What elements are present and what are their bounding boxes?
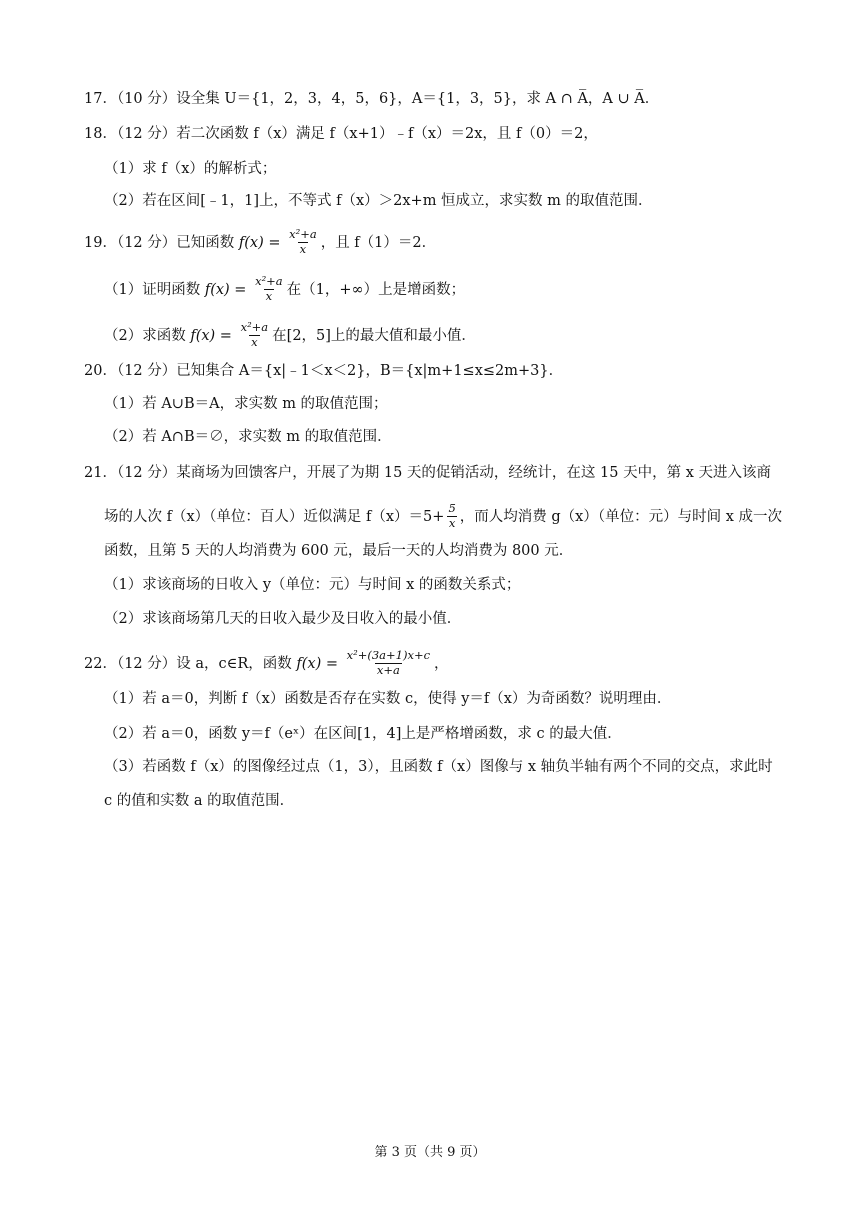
q19-part1-tail: 在（1，+∞）上是增函数； [286, 282, 466, 298]
q22-frac-num: x²+(3a+1)x+c [346, 648, 431, 662]
q19-part2 [104, 320, 476, 349]
q22-part3a: （3）若函数 f（x）的图像经过点（1，3），且函数 f（x）图像与 x 轴负半轴有两个不同的交点，求此时 [104, 759, 773, 775]
q19-line [84, 227, 437, 256]
q20-text: 已知集合 A＝{x|﹣1＜x＜2}，B＝{x|m+1≤x≤2m+3}． [176, 363, 564, 379]
q21-text1: 某商场为回馈客户，开展了为期 15 天的促销活动，经统计，在这 15 天中，第 x 天进入该商 [176, 465, 771, 481]
q17-text: 设全集 U＝{1，2，3，4，5，6}，A＝{1，3，5}，求 A ∩ A̅，A ∪ A̅． [176, 91, 660, 107]
q19-fx: f(x) = [238, 235, 286, 251]
q22-lead: 设 a，c∈R，函数 [176, 656, 297, 672]
q21-line2 [104, 501, 782, 530]
q22-fx: f(x) = [296, 656, 343, 672]
q21-frac-num: 5 [448, 501, 456, 515]
q20-number: 20．（12 分） [84, 363, 177, 379]
q19-part2-tail: 在[2，5]上的最大值和最小值． [272, 328, 476, 344]
q19-tail: ，且 f（1）＝2． [320, 235, 437, 251]
q21-line1 [84, 466, 771, 481]
q21-line3: 函数，且第 5 天的人均消费为 600 元，最后一天的人均消费为 800 元． [104, 543, 574, 559]
q21-fraction [446, 503, 457, 529]
q21-line2-lead: 场的人次 f（x）（单位：百人）近似满足 f（x）＝5+ [104, 509, 445, 525]
q20-part1: （1）若 A∪B＝A，求实数 m 的取值范围； [104, 396, 388, 412]
q19-part1 [104, 274, 466, 303]
q19-part2-lead: （2）求函数 [104, 328, 191, 344]
q19-part1-fx: f(x) = [204, 282, 252, 298]
page-footer: 第 3 页（共 9 页） [374, 1145, 486, 1160]
q22-part2: （2）若 a＝0，函数 y＝f（eˣ）在区间[1，4]上是严格增函数，求 c 的最大值． [104, 726, 622, 742]
q19-part2-fx: f(x) = [190, 328, 237, 344]
q22-number: 22．（12 分） [84, 656, 177, 672]
q19-number: 19．（12 分） [84, 235, 177, 251]
q19-part1-lead: （1）证明函数 [104, 282, 205, 298]
q21-part1: （1）求该商场的日收入 y（单位：元）与时间 x 的函数关系式； [104, 577, 521, 593]
q21-line2-tail: ，而人均消费 g（x）（单位：元）与时间 x 成一次 [459, 509, 782, 525]
q19-part1-frac-den: x [265, 288, 273, 303]
q19-part1-fraction [253, 276, 285, 302]
q18-part2: （2）若在区间[﹣1，1]上，不等式 f（x）＞2x+m 恒成立，求实数 m 的取值范围． [104, 193, 653, 209]
q22-part3b: c 的值和实数 a 的取值范围． [104, 793, 295, 809]
q20-line [84, 364, 563, 379]
q22-line [84, 648, 449, 677]
q22-fraction [345, 650, 432, 676]
q21-frac-den: x [448, 515, 456, 530]
q22-part1: （1）若 a＝0，判断 f（x）函数是否存在实数 c，使得 y＝f（x）为奇函数？说明理由． [104, 691, 672, 707]
q19-part2-fraction [239, 322, 271, 348]
q18-number: 18．（12 分） [84, 126, 177, 142]
q18-part1: （1）求 f（x）的解析式； [104, 161, 277, 177]
q21-number: 21．（12 分） [84, 465, 177, 481]
q17-line [84, 92, 659, 107]
q17-number: 17．（10 分） [84, 91, 177, 107]
q18-line [84, 127, 598, 142]
q19-part2-frac-num: x²+a [240, 320, 269, 334]
q20-part2: （2）若 A∩B＝∅，求实数 m 的取值范围． [104, 429, 392, 445]
q22-tail: ， [434, 656, 449, 672]
q22-frac-den: x+a [376, 662, 400, 677]
q19-part1-frac-num: x²+a [255, 274, 283, 288]
q18-text: 若二次函数 f（x）满足 f（x+1）﹣f（x）＝2x，且 f（0）＝2， [176, 126, 598, 142]
q19-part2-frac-den: x [251, 334, 258, 349]
q21-part2: （2）求该商场第几天的日收入最少及日收入的最小值． [104, 611, 462, 627]
q19-fraction [287, 229, 319, 255]
q19-frac-num: x²+a [289, 227, 317, 241]
q19-lead: 已知函数 [176, 235, 239, 251]
q19-frac-den: x [299, 241, 307, 256]
